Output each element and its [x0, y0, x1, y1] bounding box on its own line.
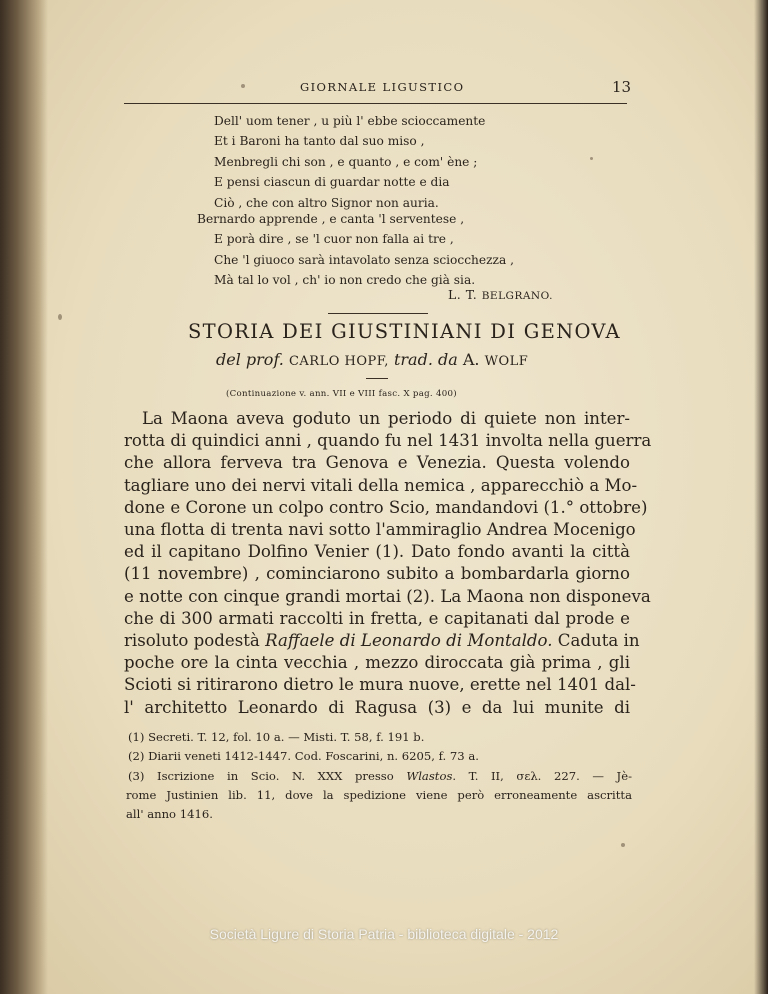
signature-surname: BELGRANO.	[481, 290, 553, 302]
body-line: rotta di quindici anni , quando fu nel 1431 involta nella guerra	[124, 431, 652, 451]
footnote-2: (2) Diarii veneti 1412-1447. Cod. Foscarini, n. 6205, f. 73 a.	[128, 749, 479, 764]
continuation-note: (Continuazione v. ann. VII e VIII fasc. X pag. 400)	[226, 389, 457, 399]
body-italic-name: Raffaele di Leonardo di Montaldo.	[265, 631, 553, 651]
page-number: 13	[612, 78, 632, 96]
body-line: La Maona aveva goduto un periodo di quiete non inter-	[142, 409, 630, 428]
article-byline	[216, 350, 528, 369]
byline-author: CARLO HOPF,	[288, 354, 389, 369]
poem-stanza-2	[197, 209, 514, 291]
paper-speck	[241, 84, 245, 88]
byline-translation: trad. da	[388, 350, 463, 369]
section-divider	[328, 313, 428, 314]
body-line: e notte con cinque grandi mortai (2). La Maona non disponeva	[124, 586, 651, 606]
poem-signature	[448, 287, 553, 302]
poem-stanza-1	[214, 111, 485, 213]
verse-line: E pensi ciascun di guardar notte e dia	[214, 175, 450, 190]
paper-speck	[58, 314, 62, 320]
body-line: Scioti si ritirarono dietro le mura nuove, erette nel 1401 dal-	[124, 675, 636, 695]
body-line	[124, 630, 640, 652]
verse-line: Che 'l giuoco sarà intavolato senza sciocchezza ,	[214, 252, 514, 267]
body-line: poche ore la cinta vecchia , mezzo diroccata già prima , gli	[124, 653, 630, 673]
verse-line: Bernardo apprende , e canta 'l serventese ,	[197, 212, 465, 226]
body-text-run: Caduta in	[552, 631, 640, 651]
footnote-1: (1) Secreti. T. 12, fol. 10 a. — Misti. T. 58, f. 191 b.	[128, 730, 425, 744]
title-rule	[366, 378, 388, 379]
verse-line: E porà dire , se 'l cuor non falla ai tre ,	[214, 232, 454, 247]
body-line: l' architetto Leonardo di Ragusa (3) e da lui munite di	[124, 697, 630, 717]
byline-translator: WOLF	[484, 354, 529, 369]
running-title: GIORNALE LIGUSTICO	[300, 80, 465, 94]
signature-initials: L. T.	[448, 287, 482, 302]
body-line: done e Corone un colpo contro Scio, mandandovi (1.° ottobre)	[124, 497, 648, 517]
body-line: ed il capitano Dolfino Venier (1). Dato fondo avanti la città	[124, 542, 630, 562]
byline-prefix: del prof.	[216, 350, 289, 369]
footnotes	[126, 728, 632, 824]
article-body	[124, 408, 652, 719]
verse-line: Et i Baroni ha tanto dal suo miso ,	[214, 134, 425, 149]
footnote-text-run: (3) Iscrizione in Scio. N. XXX presso	[128, 768, 407, 783]
body-line: che allora ferveva tra Genova e Venezia. Questa volendo	[124, 453, 630, 473]
footnote-3-end: all' anno 1416.	[126, 807, 213, 822]
article-title: STORIA DEI GIUSTINIANI DI GENOVA	[188, 320, 621, 343]
verse-line: Mà tal lo vol , ch' io non credo che già sia.	[214, 273, 476, 288]
footnote-3-continued: rome Justinien lib. 11, dove la spedizione viene però erroneamente ascritta	[126, 787, 632, 802]
body-line: (11 novembre) , cominciarono subito a bombardarla giorno	[124, 564, 630, 584]
verse-line: Ciò , che con altro Signor non auria.	[214, 195, 439, 210]
library-watermark: Società Ligure di Storia Patria - biblioteca digitale - 2012	[209, 926, 559, 942]
verse-line: Menbregli chi son , e quanto , e com' ène ;	[214, 154, 478, 169]
footnote-italic-author: Wlastos	[406, 768, 453, 783]
body-line: tagliare uno dei nervi vitali della nemica , apparecchiò a Mo-	[124, 475, 638, 495]
body-text-run: risoluto podestà	[124, 631, 266, 651]
running-header	[0, 80, 768, 100]
header-rule	[124, 103, 627, 104]
footnote-3	[126, 767, 632, 786]
body-line: che di 300 armati raccolti in fretta, e capitanati dal prode e	[124, 608, 630, 628]
footnote-text-run: . T. II, σελ. 227. — Jè-	[452, 768, 632, 783]
body-line: una flotta di trenta navi sotto l'ammiraglio Andrea Mocenigo	[124, 520, 636, 540]
paper-speck	[590, 157, 593, 160]
paper-speck	[621, 843, 625, 847]
verse-line: Dell' uom tener , u più l' ebbe scioccamente	[214, 114, 486, 128]
byline-translator-initial: A.	[462, 350, 485, 369]
